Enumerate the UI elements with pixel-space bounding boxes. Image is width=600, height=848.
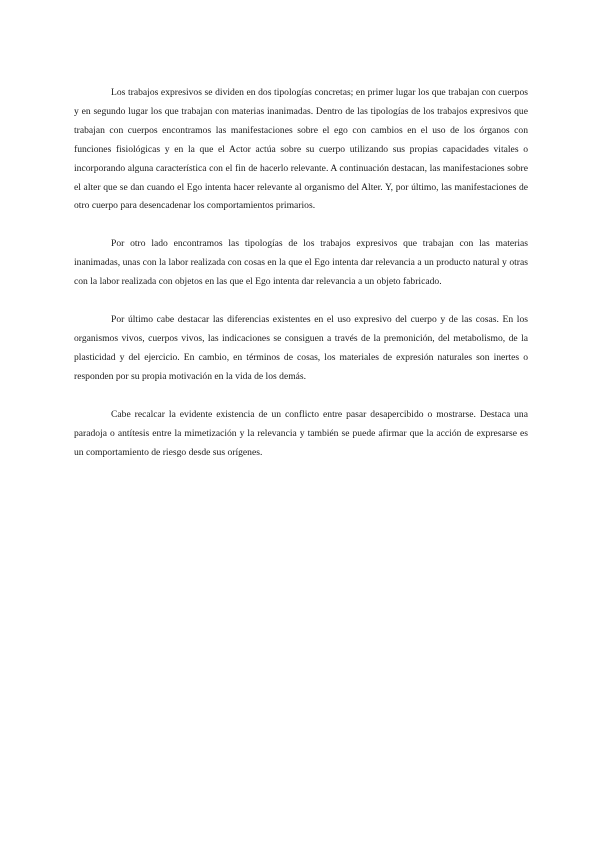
paragraph-3: Por último cabe destacar las diferencias existentes en el uso expresivo del cuerpo y de las cosas. En los organismos vivos, cuerpos vivos, las indicaciones se consiguen a través de la premonición, del metabolismo, de la plasticidad y del ejercicio. En cambio, en términos de cosas, los materiales de expresión naturales son inertes o responden por su propia motivación en la vida de los demás. [74,314,528,382]
document-body [74,84,528,481]
paragraph-4: Cabe recalcar la evidente existencia de un conflicto entre pasar desapercibido o mostrarse. Destaca una paradoja o antítesis entre la mimetización y la relevancia y también se puede afirmar que la acción de expresarse es un comportamiento de riesgo desde sus orígenes. [74,408,528,458]
paragraph-1: Los trabajos expresivos se dividen en dos tipologías concretas; en primer lugar los que trabajan con cuerpos y en segundo lugar los que trabajan con materias inanimadas. Dentro de las tipologías de los trabajos expresivos que trabajan con cuerpos encontramos las manifestaciones sobre el ego con cambios en el uso de los órganos con funciones fisiológicas y en la que el Actor actúa sobre su cuerpo utilizando sus propias capacidades vitales o incorporando alguna característica con el fin de hacerlo relevante. A continuación destacan, las manifestaciones sobre el alter que se dan cuando el Ego intenta hacer relevante al organismo del Alter. Y, por último, las manifestaciones de otro cuerpo para desencadenar los comportamientos primarios. [74,87,528,212]
paragraph-2: Por otro lado encontramos las tipologías de los trabajos expresivos que trabajan con las materias inanimadas, unas con la labor realizada con cosas en la que el Ego intenta dar relevancia a un producto natural y otras con la labor realizada con objetos en las que el Ego intenta dar relevancia a un objeto fabricado. [74,238,528,288]
